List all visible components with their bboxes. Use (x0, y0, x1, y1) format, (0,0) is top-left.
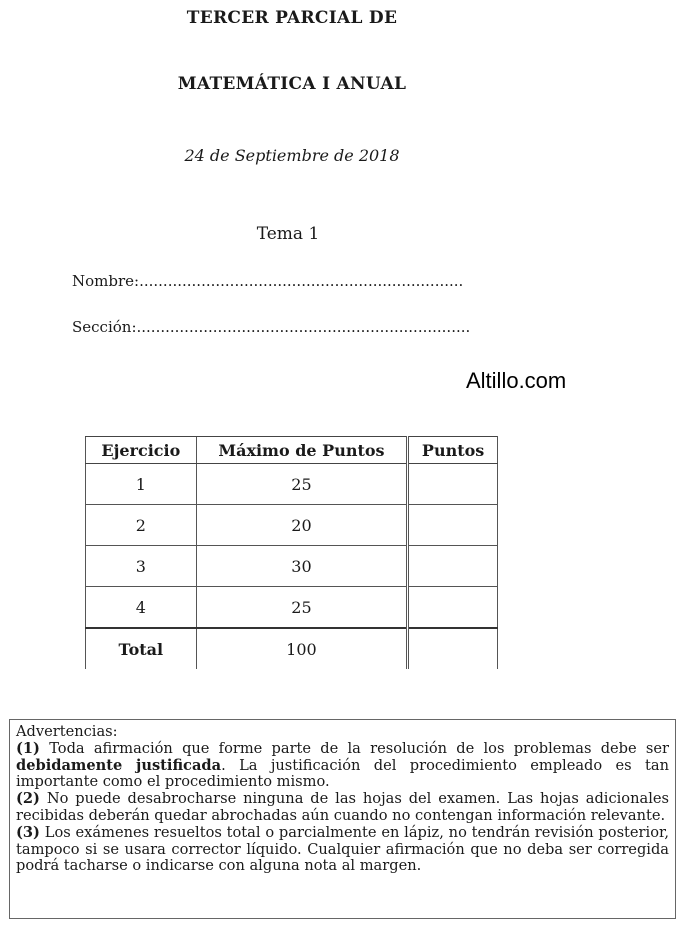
cell-maximo: 25 (196, 464, 408, 505)
warning-text: No puede desabrocharse ninguna de las hojas del examen. Las hojas adicionales recibidas deberán quedar abrochadas aún cuando no contengan información relevante. (16, 790, 669, 824)
table-header-row (86, 437, 498, 464)
cell-maximo: 30 (196, 546, 408, 587)
watermark: Altillo.com (466, 368, 567, 393)
warning-emphasis: debidamente justificada (16, 756, 222, 774)
cell-puntos (408, 546, 498, 587)
warning-text: Los exámenes resueltos total o parcialmente en lápiz, no tendrán revisión posterior, tampoco si se usara corrector líquido. Cualquier afirmación que no deba ser corregida podrá tacharse o indicarse con alguna nota al margen. (16, 823, 669, 875)
exam-topic: Tema 1 (256, 224, 320, 244)
warnings-heading: Advertencias: (16, 723, 118, 740)
warning-number: (2) (16, 790, 40, 808)
warnings-box (9, 719, 676, 919)
table-row (86, 546, 498, 587)
grade-table (85, 436, 498, 669)
cell-ejercicio: 3 (86, 546, 197, 587)
exam-title-line-2: MATEMÁTICA I ANUAL (177, 74, 407, 94)
warning-number: (3) (16, 823, 40, 841)
warning-number: (1) (16, 739, 40, 757)
section-field: Sección:...................................................................... (72, 318, 471, 336)
header-ejercicio: Ejercicio (86, 437, 197, 464)
table-row (86, 505, 498, 546)
name-field: Nombre:.................................................................... (72, 272, 464, 290)
exam-date: 24 de Septiembre de 2018 (184, 146, 400, 165)
warning-item-2 (16, 791, 669, 825)
warning-item-3 (16, 825, 669, 875)
cell-maximo: 20 (196, 505, 408, 546)
exam-title-line-1: TERCER PARCIAL DE (186, 8, 398, 28)
cell-puntos (408, 464, 498, 505)
cell-total-label: Total (86, 628, 197, 669)
warning-text: Toda afirmación que forme parte de la resolución de los problemas debe ser (39, 739, 669, 757)
cell-maximo: 25 (196, 587, 408, 629)
cell-total-puntos (408, 628, 498, 669)
cell-puntos (408, 505, 498, 546)
table-row (86, 587, 498, 629)
cell-total-maximo: 100 (196, 628, 408, 669)
cell-ejercicio: 4 (86, 587, 197, 629)
header-maximo: Máximo de Puntos (196, 437, 408, 464)
cell-puntos (408, 587, 498, 629)
warning-item-1 (16, 741, 669, 791)
table-row (86, 464, 498, 505)
table-total-row (86, 628, 498, 669)
cell-ejercicio: 2 (86, 505, 197, 546)
warning-text: . La justificación del procedimiento empleado es tan importante como el procedimiento mismo. (16, 756, 669, 791)
cell-ejercicio: 1 (86, 464, 197, 505)
header-puntos: Puntos (408, 437, 498, 464)
